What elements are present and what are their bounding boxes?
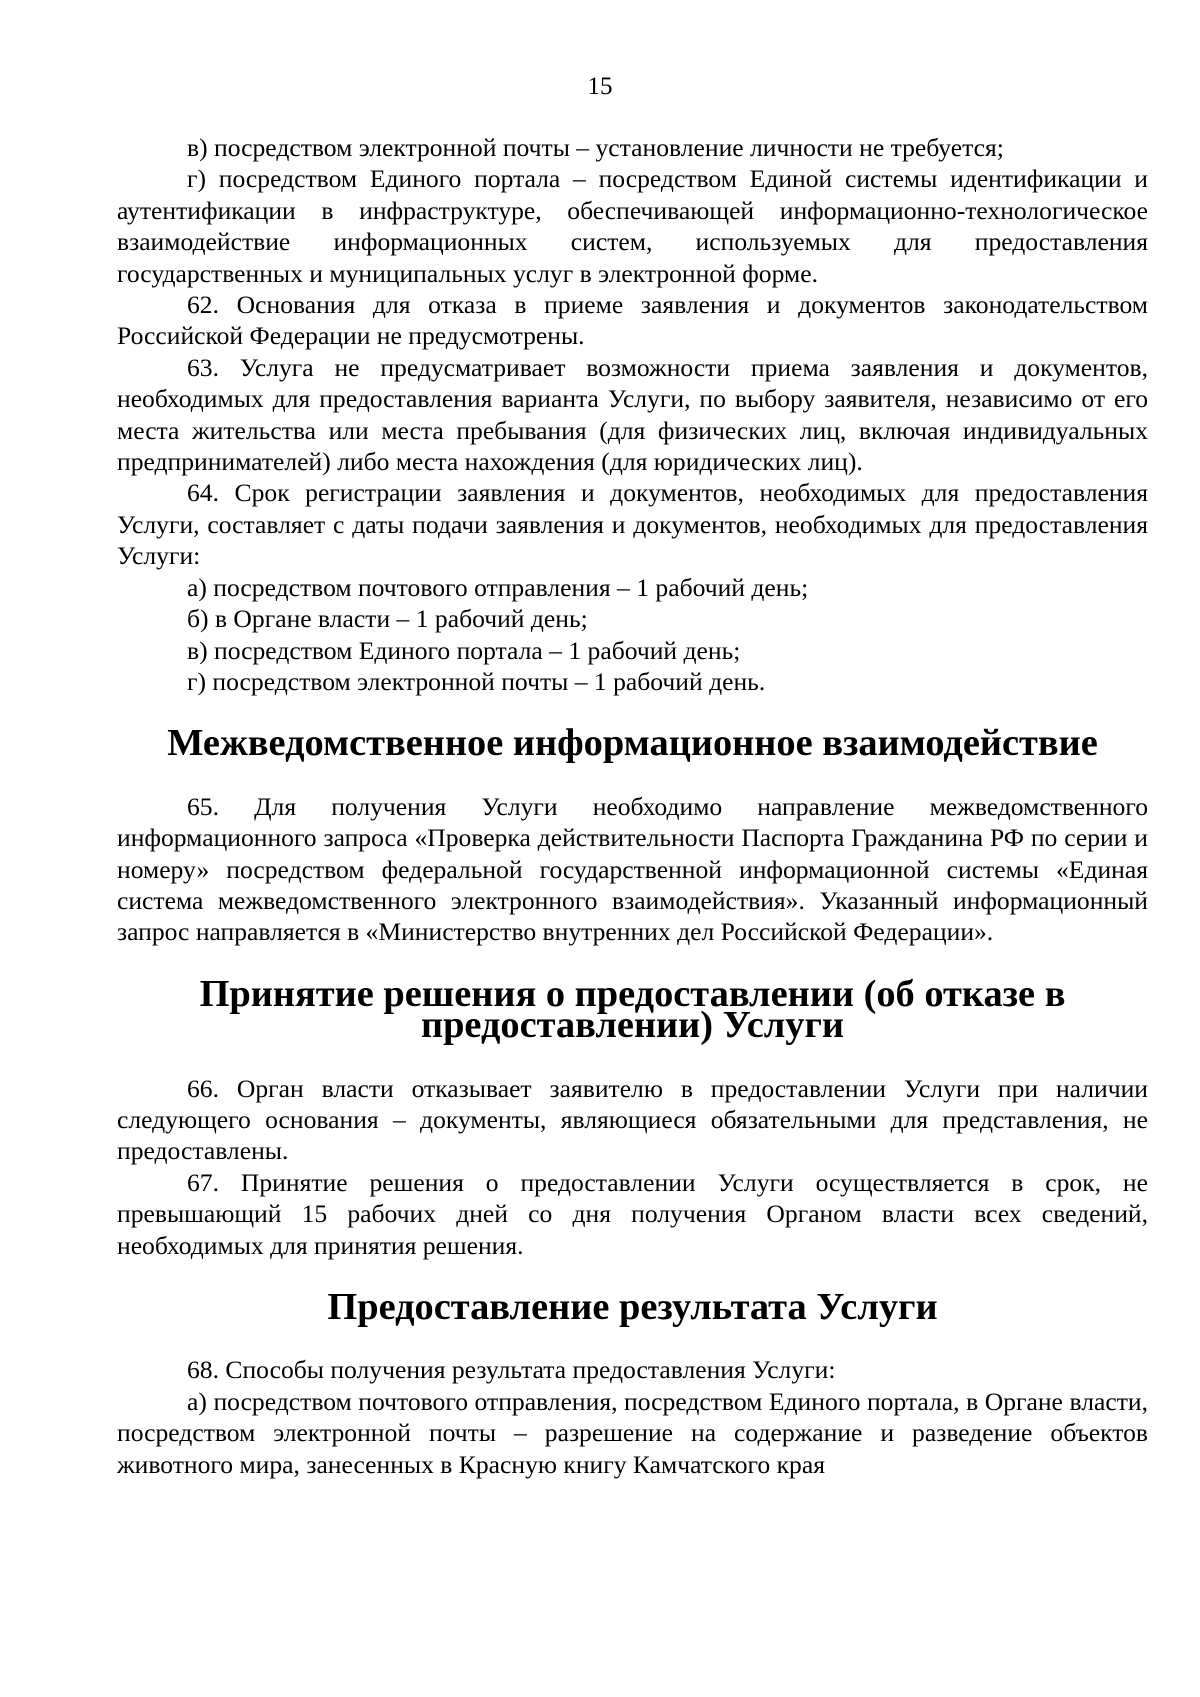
paragraph-64-g: г) посредством электронной почты – 1 рабочий день. (187, 666, 766, 696)
spacer (117, 1323, 1148, 1354)
paragraph-64-v: в) посредством Единого портала – 1 рабочий день; (187, 635, 741, 665)
paragraph-63: 63. Услуга не предусматривает возможности приема заявления и документов, необходимых для предоставления варианта Услуги, по выбору заявителя, независимо от его места жительства или места пребывания (для физических лиц, включая индивидуальных предпринимателей) либо места нахождения (для юридических лиц). (117, 352, 1148, 477)
paragraph-g-portal: г) посредством Единого портала – посредством Единой системы идентификации и аутентификации в инфраструктуре, обеспечивающей информационно-технологическое взаимодействие информационных систем, используемых для предоставления государственных и муниципальных услуг в электронной форме. (117, 164, 1148, 288)
paragraph-v-email: в) посредством электронной почты – установление личности не требуется; (187, 133, 1004, 162)
page-number: 15 (587, 73, 613, 100)
paragraph-62: 62. Основания для отказа в приеме заявления и документов законодательством Российской Федерации не предусмотрены. (117, 290, 1148, 351)
paragraph-65: 65. Для получения Услуги необходимо направление межведомственного информационного запроса «Проверка действительности Паспорта Гражданина РФ по серии и номеру» посредством федеральной государственной информационной системы «Единая система межведомственного электронного взаимодействия». Указанный информационный запрос направляется в «Министерство внутренних дел Российской Федерации». (117, 791, 1148, 947)
section-heading-decision: Принятие решения о предоставлении (об отказе в предоставлении) Услуги (199, 972, 1066, 1047)
spacer (117, 1042, 1148, 1073)
document-body (117, 132, 1148, 1480)
paragraph-67: 67. Принятие решения о предоставлении Услуги осуществляется в срок, не превышающий 15 рабочих дней со дня получения Органом власти всех сведений, необходимых для принятия решения. (117, 1167, 1148, 1260)
paragraph-64-b: б) в Органе власти – 1 рабочий день; (187, 604, 588, 634)
paragraph-68: 68. Способы получения результата предоставления Услуги: (187, 1355, 836, 1385)
paragraph-64: 64. Срок регистрации заявления и документов, необходимых для предоставления Услуги, составляет с даты подачи заявления и документов, необходимых для предоставления Услуги: (117, 478, 1148, 571)
section-heading-interagency: Межведомственное информационное взаимодействие (167, 722, 1098, 765)
paragraph-66: 66. Орган власти отказывает заявителю в предоставлении Услуги при наличии следующего основания – документы, являющиеся обязательными для представления, не предоставлены. (117, 1073, 1148, 1166)
section-heading-result: Предоставление результата Услуги (327, 1286, 938, 1328)
paragraph-64-a: а) посредством почтового отправления – 1 рабочий день; (187, 572, 809, 602)
paragraph-68-a: а) посредством почтового отправления, посредством Единого портала, в Органе власти, посредством электронной почты – разрешение на содержание и разведение объектов животного мира, занесенных в Красную книгу Камчатского края (117, 1386, 1148, 1479)
spacer (117, 760, 1148, 791)
